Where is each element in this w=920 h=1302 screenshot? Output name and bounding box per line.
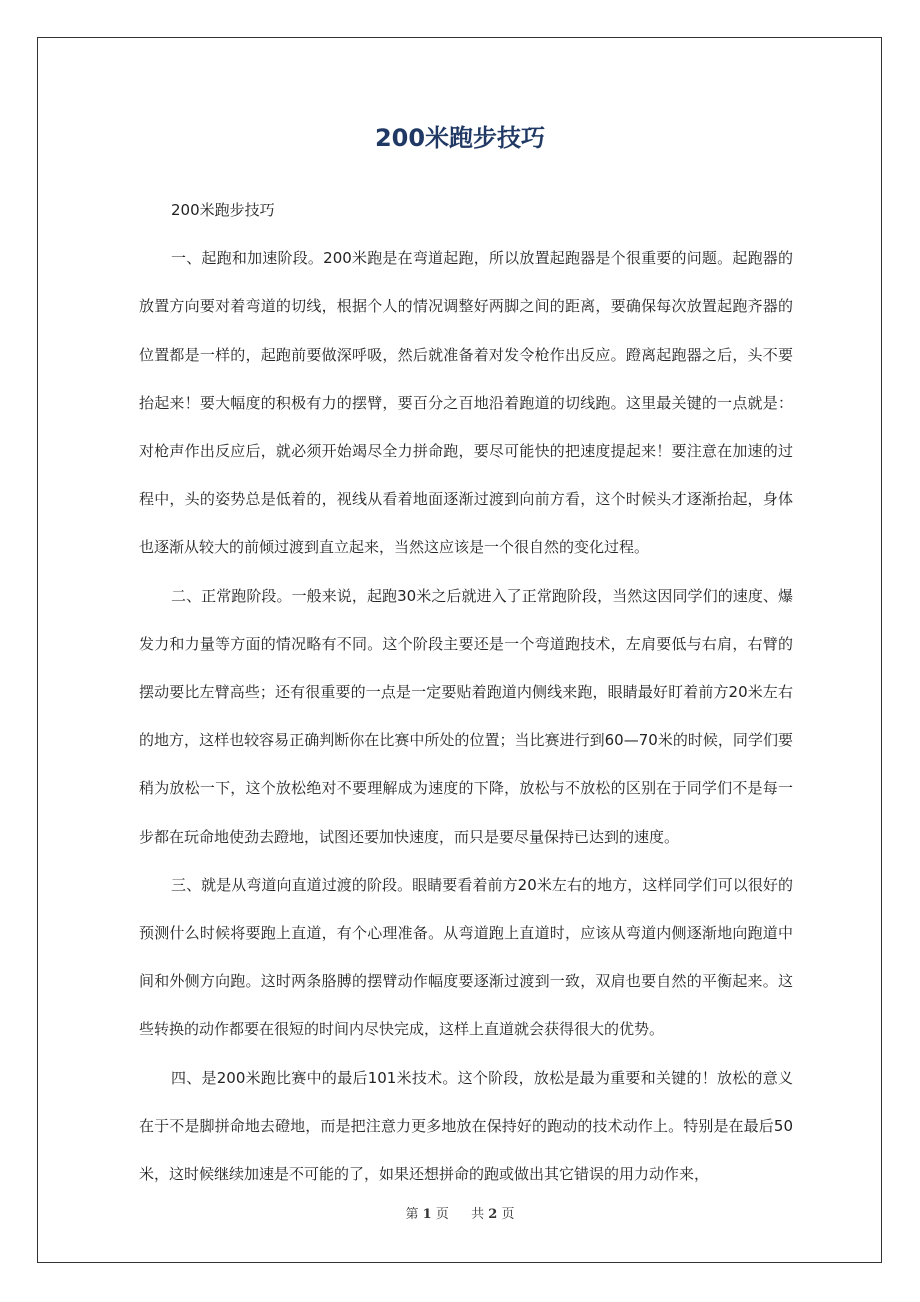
document-body bbox=[139, 186, 793, 1198]
page-unit: 页 bbox=[435, 1207, 449, 1222]
paragraph-subtitle: 200米跑步技巧 bbox=[171, 201, 275, 219]
paragraph-curve-to-straight: 三、就是从弯道向直道过渡的阶段。眼睛要看着前方20米左右的地方，这样同学们可以很好的预测什么时候将要跑上直道，有个心理准备。从弯道跑上直道时，应该从弯道内侧逐渐地向跑道中间和外侧方向跑。这时两条胳膊的摆臂动作幅度要逐渐过渡到一致，双肩也要自然的平衡起来。这些转换的动作都要在很短的时间内尽快完成，这样上直道就会获得很大的优势。 bbox=[139, 875, 793, 1039]
paragraph-final-stretch: 四、是200米跑比赛中的最后101米技术。这个阶段，放松是最为重要和关键的！放松的意义在于不是脚拼命地去磴地，而是把注意力更多地放在保持好的跑动的技术动作上。特别是在最后50米，这时候继续加速是不可能的了，如果还想拼命的跑或做出其它错误的用力动作来， bbox=[139, 1068, 793, 1184]
document-title: 200米跑步技巧 bbox=[374, 124, 546, 152]
total-unit: 页 bbox=[501, 1207, 515, 1222]
page-prefix: 第 bbox=[405, 1207, 419, 1222]
page-footer bbox=[0, 1205, 920, 1225]
total-prefix: 共 bbox=[471, 1207, 485, 1222]
paragraph-start-acceleration: 一、起跑和加速阶段。200米跑是在弯道起跑，所以放置起跑器是个很重要的问题。起跑器的放置方向要对着弯道的切线，根据个人的情况调整好两脚之间的距离，要确保每次放置起跑齐器的位置都是一样的，起跑前要做深呼吸，然后就准备着对发令枪作出反应。蹬离起跑器之后，头不要抬起来！要大幅度的积极有力的摆臂，要百分之百地沿着跑道的切线跑。这里最关键的一点就是：对枪声作出反应后，就必须开始竭尽全力拼命跑，要尽可能快的把速度提起来！要注意在加速的过程中，头的姿势总是低着的，视线从看着地面逐渐过渡到向前方看，这个时候头才逐渐抬起，身体也逐渐从较大的前倾过渡到直立起来，当然这应该是一个很自然的变化过程。 bbox=[139, 249, 793, 557]
paragraph-normal-running: 二、正常跑阶段。一般来说，起跑30米之后就进入了正常跑阶段，当然这因同学们的速度、爆发力和力量等方面的情况略有不同。这个阶段主要还是一个弯道跑技术，左肩要低与右肩，右臂的摆动要比左臂高些；还有很重要的一点是一定要贴着跑道内侧线来跑，眼睛最好盯着前方20米左右的地方，这样也较容易正确判断你在比赛中所处的位置；当比赛进行到60—70米的时候，同学们要稍为放松一下，这个放松绝对不要理解成为速度的下降，放松与不放松的区别在于同学们不是每一步都在玩命地使劲去蹬地，试图还要加快速度，而只是要尽量保持已达到的速度。 bbox=[139, 586, 793, 846]
page-total: 2 bbox=[488, 1207, 498, 1222]
page-current: 1 bbox=[422, 1207, 432, 1222]
